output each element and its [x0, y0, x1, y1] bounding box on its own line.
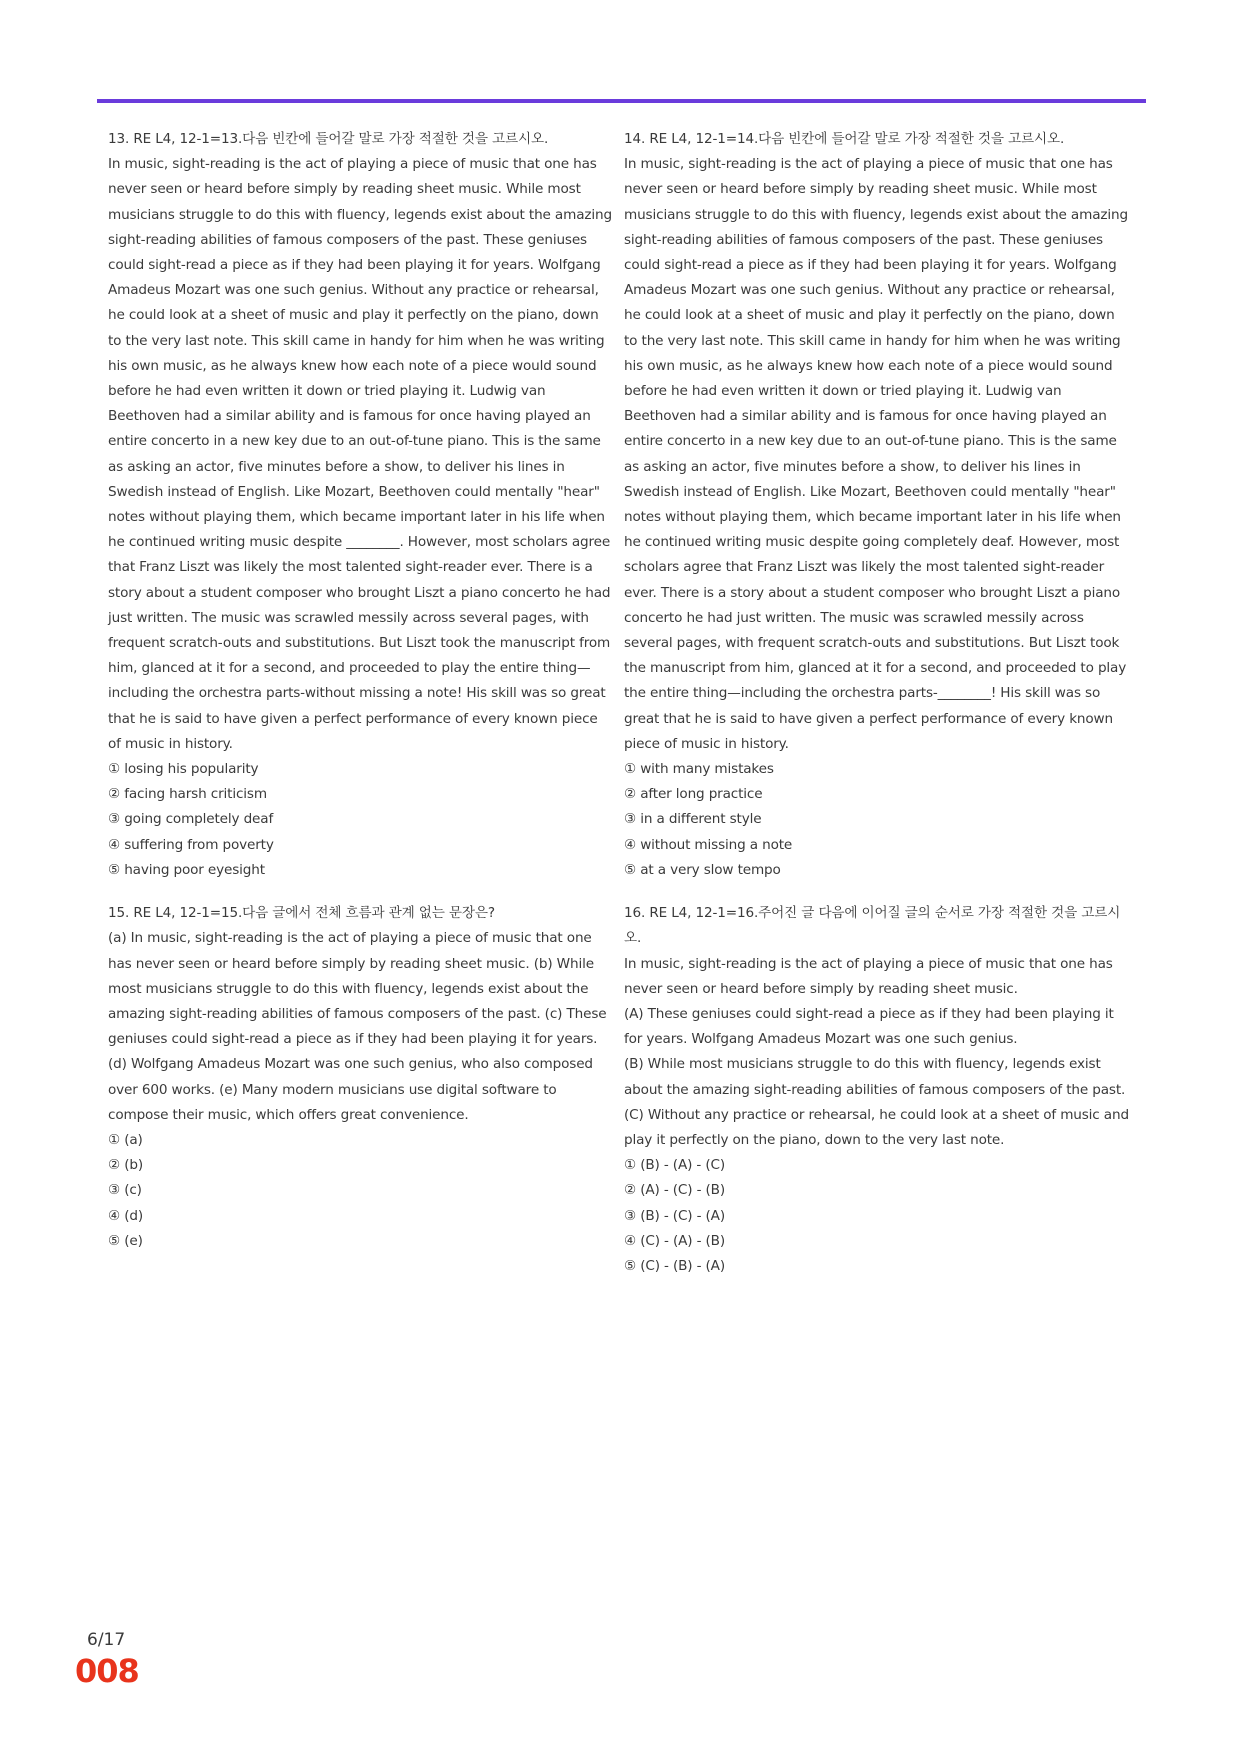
question-14 — [624, 127, 1130, 883]
question-15-option-5[interactable]: ⑤ (e) — [108, 1232, 143, 1249]
question-15-option-4[interactable]: ④ (d) — [108, 1207, 143, 1224]
question-13-option-4[interactable]: ④ suffering from poverty — [108, 836, 274, 853]
header-divider — [97, 99, 1146, 103]
page-counter: 6/17 — [87, 1630, 126, 1650]
right-column — [624, 127, 1130, 1297]
question-15-option-3[interactable]: ③ (c) — [108, 1182, 142, 1199]
question-13-passage: In music, sight-reading is the act of playing a piece of music that one has never seen or heard before simply by reading sheet music. While most musicians struggle to do this with fluency, legends exist about the amazing sight-reading abilities of famous composers of the past. These geniuses could sight-read a piece as if they had been playing it for years. Wolfgang Amadeus Mozart was one such genius. Without any practice or rehearsal, he could look at a sheet of music and play it perfectly on the piano, down to the very last note. This skill came in handy for him when he was writing his own music, as he always knew how each note of a piece would sound before he had even written it down or tried playing it. Ludwig van Beethoven had a similar ability and is famous for once having played an entire concerto in a new key due to an out-of-tune piano. This is the same as asking an actor, five minutes before a show, to deliver his lines in Swedish instead of English. Like Mozart, Beethoven could mentally "hear" notes without playing them, which became important later in his life when he continued writing music despite ________. However, most scholars agree that Franz Liszt was likely the most talented sight-reader ever. There is a story about a student composer who brought Liszt a piano concerto he had just written. The music was scrawled messily across several pages, with frequent scratch-outs and substitutions. But Liszt took the manuscript from him, glanced at it for a second, and proceeded to play the entire thing—including the orchestra parts-without missing a note! His skill was so great that he is said to have given a perfect performance of every known piece of music in history. — [108, 156, 612, 752]
question-14-passage: In music, sight-reading is the act of playing a piece of music that one has never seen or heard before simply by reading sheet music. While most musicians struggle to do this with fluency, legends exist about the amazing sight-reading abilities of famous composers of the past. These geniuses could sight-read a piece as if they had been playing it for years. Wolfgang Amadeus Mozart was one such genius. Without any practice or rehearsal, he could look at a sheet of music and play it perfectly on the piano, down to the very last note. This skill came in handy for him when he was writing his own music, as he always knew how each note of a piece would sound before he had even written it down or tried playing it. Ludwig van Beethoven had a similar ability and is famous for once having played an entire concerto in a new key due to an out-of-tune piano. This is the same as asking an actor, five minutes before a show, to deliver his lines in Swedish instead of English. Like Mozart, Beethoven could mentally "hear" notes without playing them, which became important later in his life when he continued writing music despite going completely deaf. However, most scholars agree that Franz Liszt was likely the most talented sight-reader ever. There is a story about a student composer who brought Liszt a piano concerto he had just written. The music was scrawled messily across several pages, with frequent scratch-outs and substitutions. But Liszt took the manuscript from him, glanced at it for a second, and proceeded to play the entire thing—including the orchestra parts-________! His skill was so great that he is said to have given a perfect performance of every known piece of music in history. — [624, 156, 1128, 752]
question-14-option-4[interactable]: ④ without missing a note — [624, 836, 793, 853]
document-number: 008 — [75, 1652, 139, 1690]
question-16-option-4[interactable]: ④ (C) - (A) - (B) — [624, 1232, 725, 1249]
question-13-option-1[interactable]: ① losing his popularity — [108, 761, 259, 778]
question-16-option-1[interactable]: ① (B) - (A) - (C) — [624, 1157, 725, 1174]
question-16-option-3[interactable]: ③ (B) - (C) - (A) — [624, 1207, 725, 1224]
question-15-option-1[interactable]: ① (a) — [108, 1131, 143, 1148]
question-13-option-2[interactable]: ② facing harsh criticism — [108, 786, 267, 803]
question-15-header: 15. RE L4, 12-1=15.다음 글에서 전체 흐름과 관계 없는 문장은? — [108, 905, 495, 922]
question-16-paragraph-a: (A) These geniuses could sight-read a piece as if they had been playing it for years. Wolfgang Amadeus Mozart was one such genius. — [624, 1005, 1114, 1048]
left-column — [108, 127, 613, 1272]
question-16 — [624, 901, 1130, 1279]
question-15 — [108, 901, 613, 1254]
question-14-header: 14. RE L4, 12-1=14.다음 빈칸에 들어갈 말로 가장 적절한 것을 고르시오. — [624, 131, 1065, 147]
question-15-passage: (a) In music, sight-reading is the act of playing a piece of music that one has never seen or heard before simply by reading sheet music. (b) While most musicians struggle to do this with fluency, legends exist about the amazing sight-reading abilities of famous composers of the past. (c) These geniuses could sight-read a piece as if they had been playing it for years. (d) Wolfgang Amadeus Mozart was one such genius, who also composed over 600 works. (e) Many modern musicians use digital software to compose their music, which offers great convenience. — [108, 930, 607, 1123]
question-13-option-5[interactable]: ⑤ having poor eyesight — [108, 861, 265, 878]
question-16-option-5[interactable]: ⑤ (C) - (B) - (A) — [624, 1257, 725, 1274]
question-16-option-2[interactable]: ② (A) - (C) - (B) — [624, 1182, 725, 1199]
question-14-option-1[interactable]: ① with many mistakes — [624, 761, 774, 778]
question-14-option-5[interactable]: ⑤ at a very slow tempo — [624, 861, 781, 878]
question-13-option-3[interactable]: ③ going completely deaf — [108, 811, 274, 828]
question-14-option-3[interactable]: ③ in a different style — [624, 811, 762, 828]
question-13 — [108, 127, 613, 883]
question-16-intro: In music, sight-reading is the act of playing a piece of music that one has never seen or heard before simply by reading sheet music. — [624, 955, 1113, 997]
question-16-header: 16. RE L4, 12-1=16.주어진 글 다음에 이어질 글의 순서로 가장 적절한 것을 고르시오. — [624, 905, 1121, 947]
question-15-option-2[interactable]: ② (b) — [108, 1157, 143, 1174]
question-16-paragraph-b: (B) While most musicians struggle to do this with fluency, legends exist about the amazing sight-reading abilities of famous composers of the past. — [624, 1056, 1126, 1098]
question-16-paragraph-c: (C) Without any practice or rehearsal, he could look at a sheet of music and play it perfectly on the piano, down to the very last note. — [624, 1106, 1129, 1148]
question-14-option-2[interactable]: ② after long practice — [624, 786, 763, 803]
question-13-header: 13. RE L4, 12-1=13.다음 빈칸에 들어갈 말로 가장 적절한 것을 고르시오. — [108, 131, 549, 147]
